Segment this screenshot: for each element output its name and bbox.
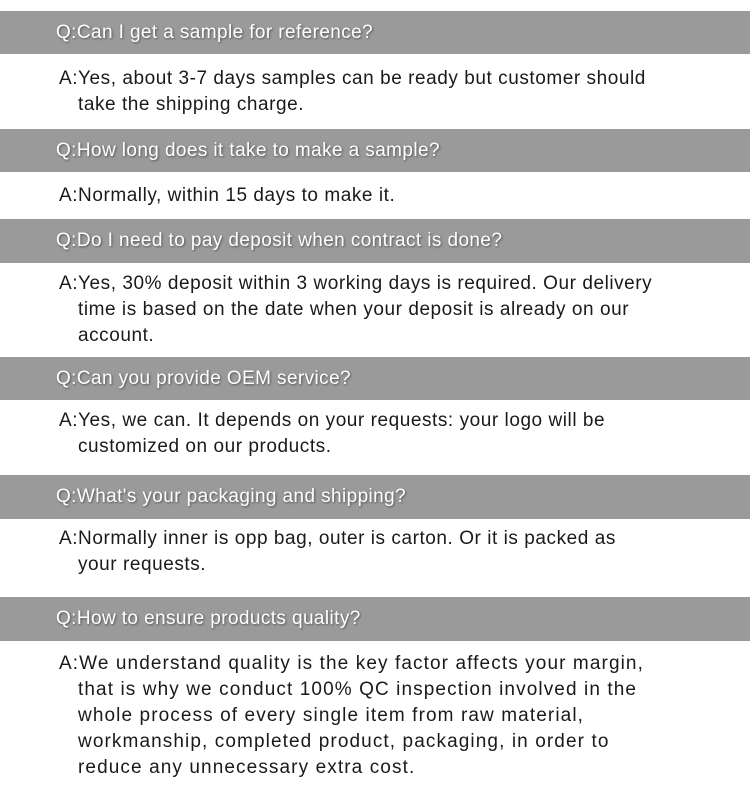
faq-answer-deposit bbox=[59, 271, 731, 349]
answer-line: A:Yes, 30% deposit within 3 working days is required. Our delivery bbox=[59, 273, 653, 294]
faq-question-packaging: Q:What's your packaging and shipping? bbox=[0, 475, 750, 519]
faq-answer-packaging bbox=[59, 526, 731, 578]
answer-line: A:Yes, we can. It depends on your requests: your logo will be bbox=[59, 410, 606, 431]
faq-question-oem: Q:Can you provide OEM service? bbox=[0, 357, 750, 400]
answer-line: take the shipping charge. bbox=[78, 94, 305, 115]
answer-line: workmanship, completed product, packaging, in order to bbox=[78, 731, 610, 752]
answer-line: time is based on the date when your deposit is already on our bbox=[78, 299, 630, 320]
faq-answer-oem bbox=[59, 408, 731, 460]
answer-line: your requests. bbox=[78, 554, 207, 575]
answer-line: A:We understand quality is the key factor affects your margin, bbox=[59, 653, 644, 674]
faq-answer-sample-time bbox=[59, 183, 731, 209]
faq-answer-sample bbox=[59, 66, 731, 118]
answer-line: A:Normally inner is opp bag, outer is carton. Or it is packed as bbox=[59, 528, 616, 549]
answer-line: whole process of every single item from raw material, bbox=[78, 705, 585, 726]
faq-question-deposit: Q:Do I need to pay deposit when contract is done? bbox=[0, 219, 750, 263]
answer-line: A:Yes, about 3-7 days samples can be ready but customer should bbox=[59, 68, 646, 89]
faq-question-quality: Q:How to ensure products quality? bbox=[0, 597, 750, 641]
answer-line: reduce any unnecessary extra cost. bbox=[78, 757, 416, 778]
faq-question-sample-time: Q:How long does it take to make a sample? bbox=[0, 129, 750, 172]
faq-answer-quality bbox=[59, 651, 731, 781]
faq-question-sample: Q:Can I get a sample for reference? bbox=[0, 11, 750, 54]
answer-line: A:Normally, within 15 days to make it. bbox=[59, 185, 396, 206]
answer-line: account. bbox=[78, 325, 155, 346]
answer-line: customized on our products. bbox=[78, 436, 332, 457]
answer-line: that is why we conduct 100% QC inspection involved in the bbox=[78, 679, 638, 700]
